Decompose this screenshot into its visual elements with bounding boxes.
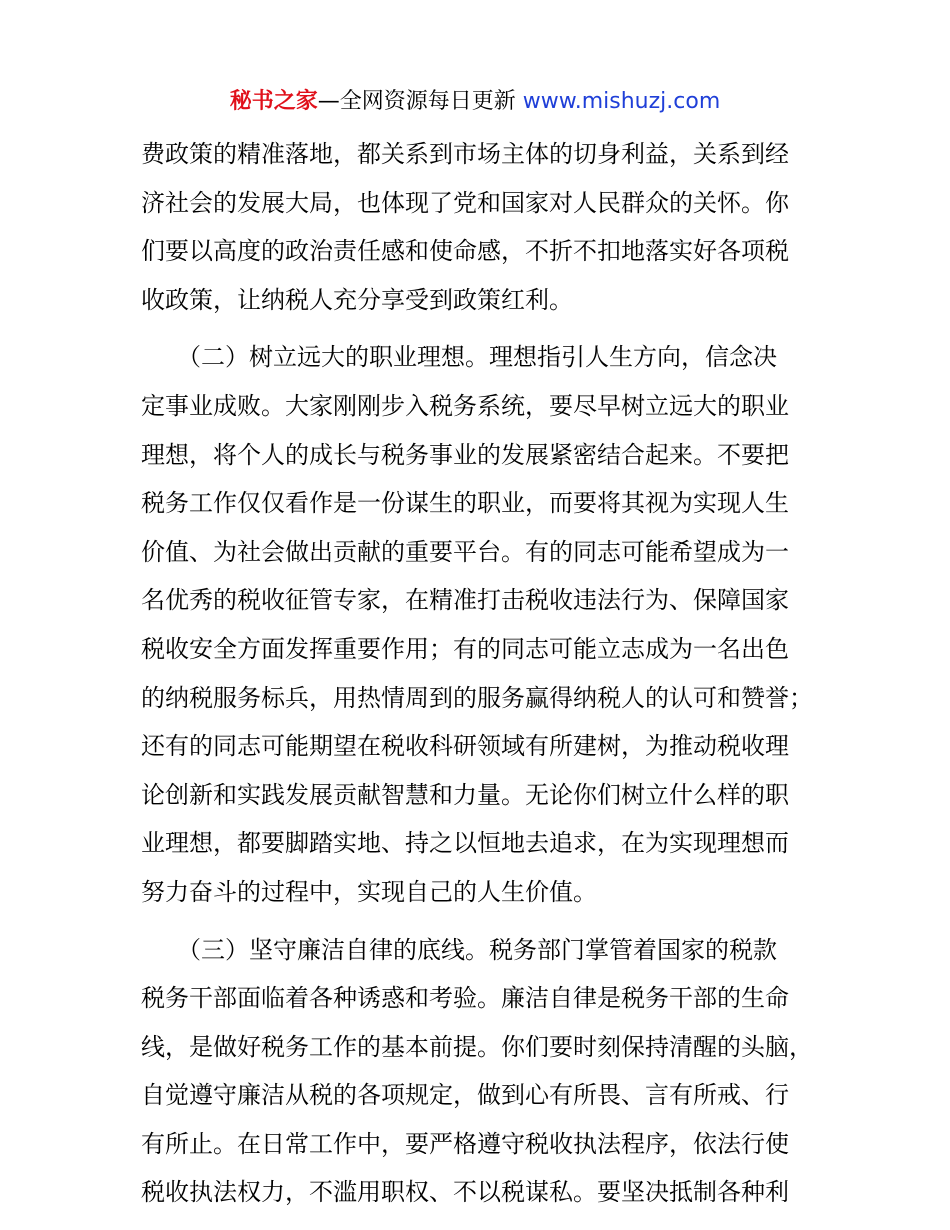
paragraph-gap (141, 917, 831, 926)
paragraph-2 (141, 333, 831, 916)
site-tagline: —全网资源每日更新 (317, 89, 516, 114)
document-body (141, 130, 831, 1217)
site-url-link[interactable]: www.mishuzj.com (522, 89, 721, 114)
text-line: 还有的同志可能期望在税收科研领域有所建树，为推动税收理 (141, 732, 789, 761)
text-line: 税收执法权力，不滥用职权、不以税谋私。要坚决抵制各种利 (141, 1178, 789, 1207)
text-line: 有所止。在日常工作中，要严格遵守税收执法程序，依法行使 (141, 1129, 789, 1158)
text-line: 定事业成败。大家刚刚步入税务系统，要尽早树立远大的职业 (141, 391, 789, 420)
text-line: （三）坚守廉洁自律的底线。税务部门掌管着国家的税款 (141, 935, 777, 964)
text-line: 线，是做好税务工作的基本前提。你们要时刻保持清醒的头脑， (141, 1032, 813, 1061)
text-line: 的纳税服务标兵，用热情周到的服务赢得纳税人的认可和赞誉； (141, 683, 813, 712)
text-line: 名优秀的税收征管专家，在精准打击税收违法行为、保障国家 (141, 586, 789, 615)
site-brand: 秘书之家 (229, 89, 318, 114)
page-header (0, 87, 950, 117)
text-line: （二）树立远大的职业理想。理想指引人生方向，信念决 (141, 343, 777, 372)
text-line: 收政策，让纳税人充分享受到政策红利。 (141, 285, 573, 314)
text-line: 业理想，都要脚踏实地、持之以恒地去追求，在为实现理想而 (141, 829, 789, 858)
text-line: 税收安全方面发挥重要作用；有的同志可能立志成为一名出色 (141, 634, 789, 663)
text-line: 们要以高度的政治责任感和使命感，不折不扣地落实好各项税 (141, 237, 789, 266)
text-line: 论创新和实践发展贡献智慧和力量。无论你们树立什么样的职 (141, 780, 789, 809)
paragraph-1 (141, 130, 831, 324)
text-line: 费政策的精准落地，都关系到市场主体的切身利益，关系到经 (141, 140, 789, 168)
text-line: 价值、为社会做出贡献的重要平台。有的同志可能希望成为一 (141, 537, 789, 566)
text-line: 税务工作仅仅看作是一份谋生的职业，而要将其视为实现人生 (141, 489, 789, 518)
text-line: 税务干部面临着各种诱惑和考验。廉洁自律是税务干部的生命 (141, 984, 789, 1013)
paragraph-3 (141, 926, 831, 1218)
text-line: 自觉遵守廉洁从税的各项规定，做到心有所畏、言有所戒、行 (141, 1081, 789, 1110)
paragraph-gap (141, 324, 831, 333)
text-line: 济社会的发展大局，也体现了党和国家对人民群众的关怀。你 (141, 188, 789, 217)
text-line: 理想，将个人的成长与税务事业的发展紧密结合起来。不要把 (141, 440, 789, 469)
text-line: 努力奋斗的过程中，实现自己的人生价值。 (141, 877, 597, 906)
